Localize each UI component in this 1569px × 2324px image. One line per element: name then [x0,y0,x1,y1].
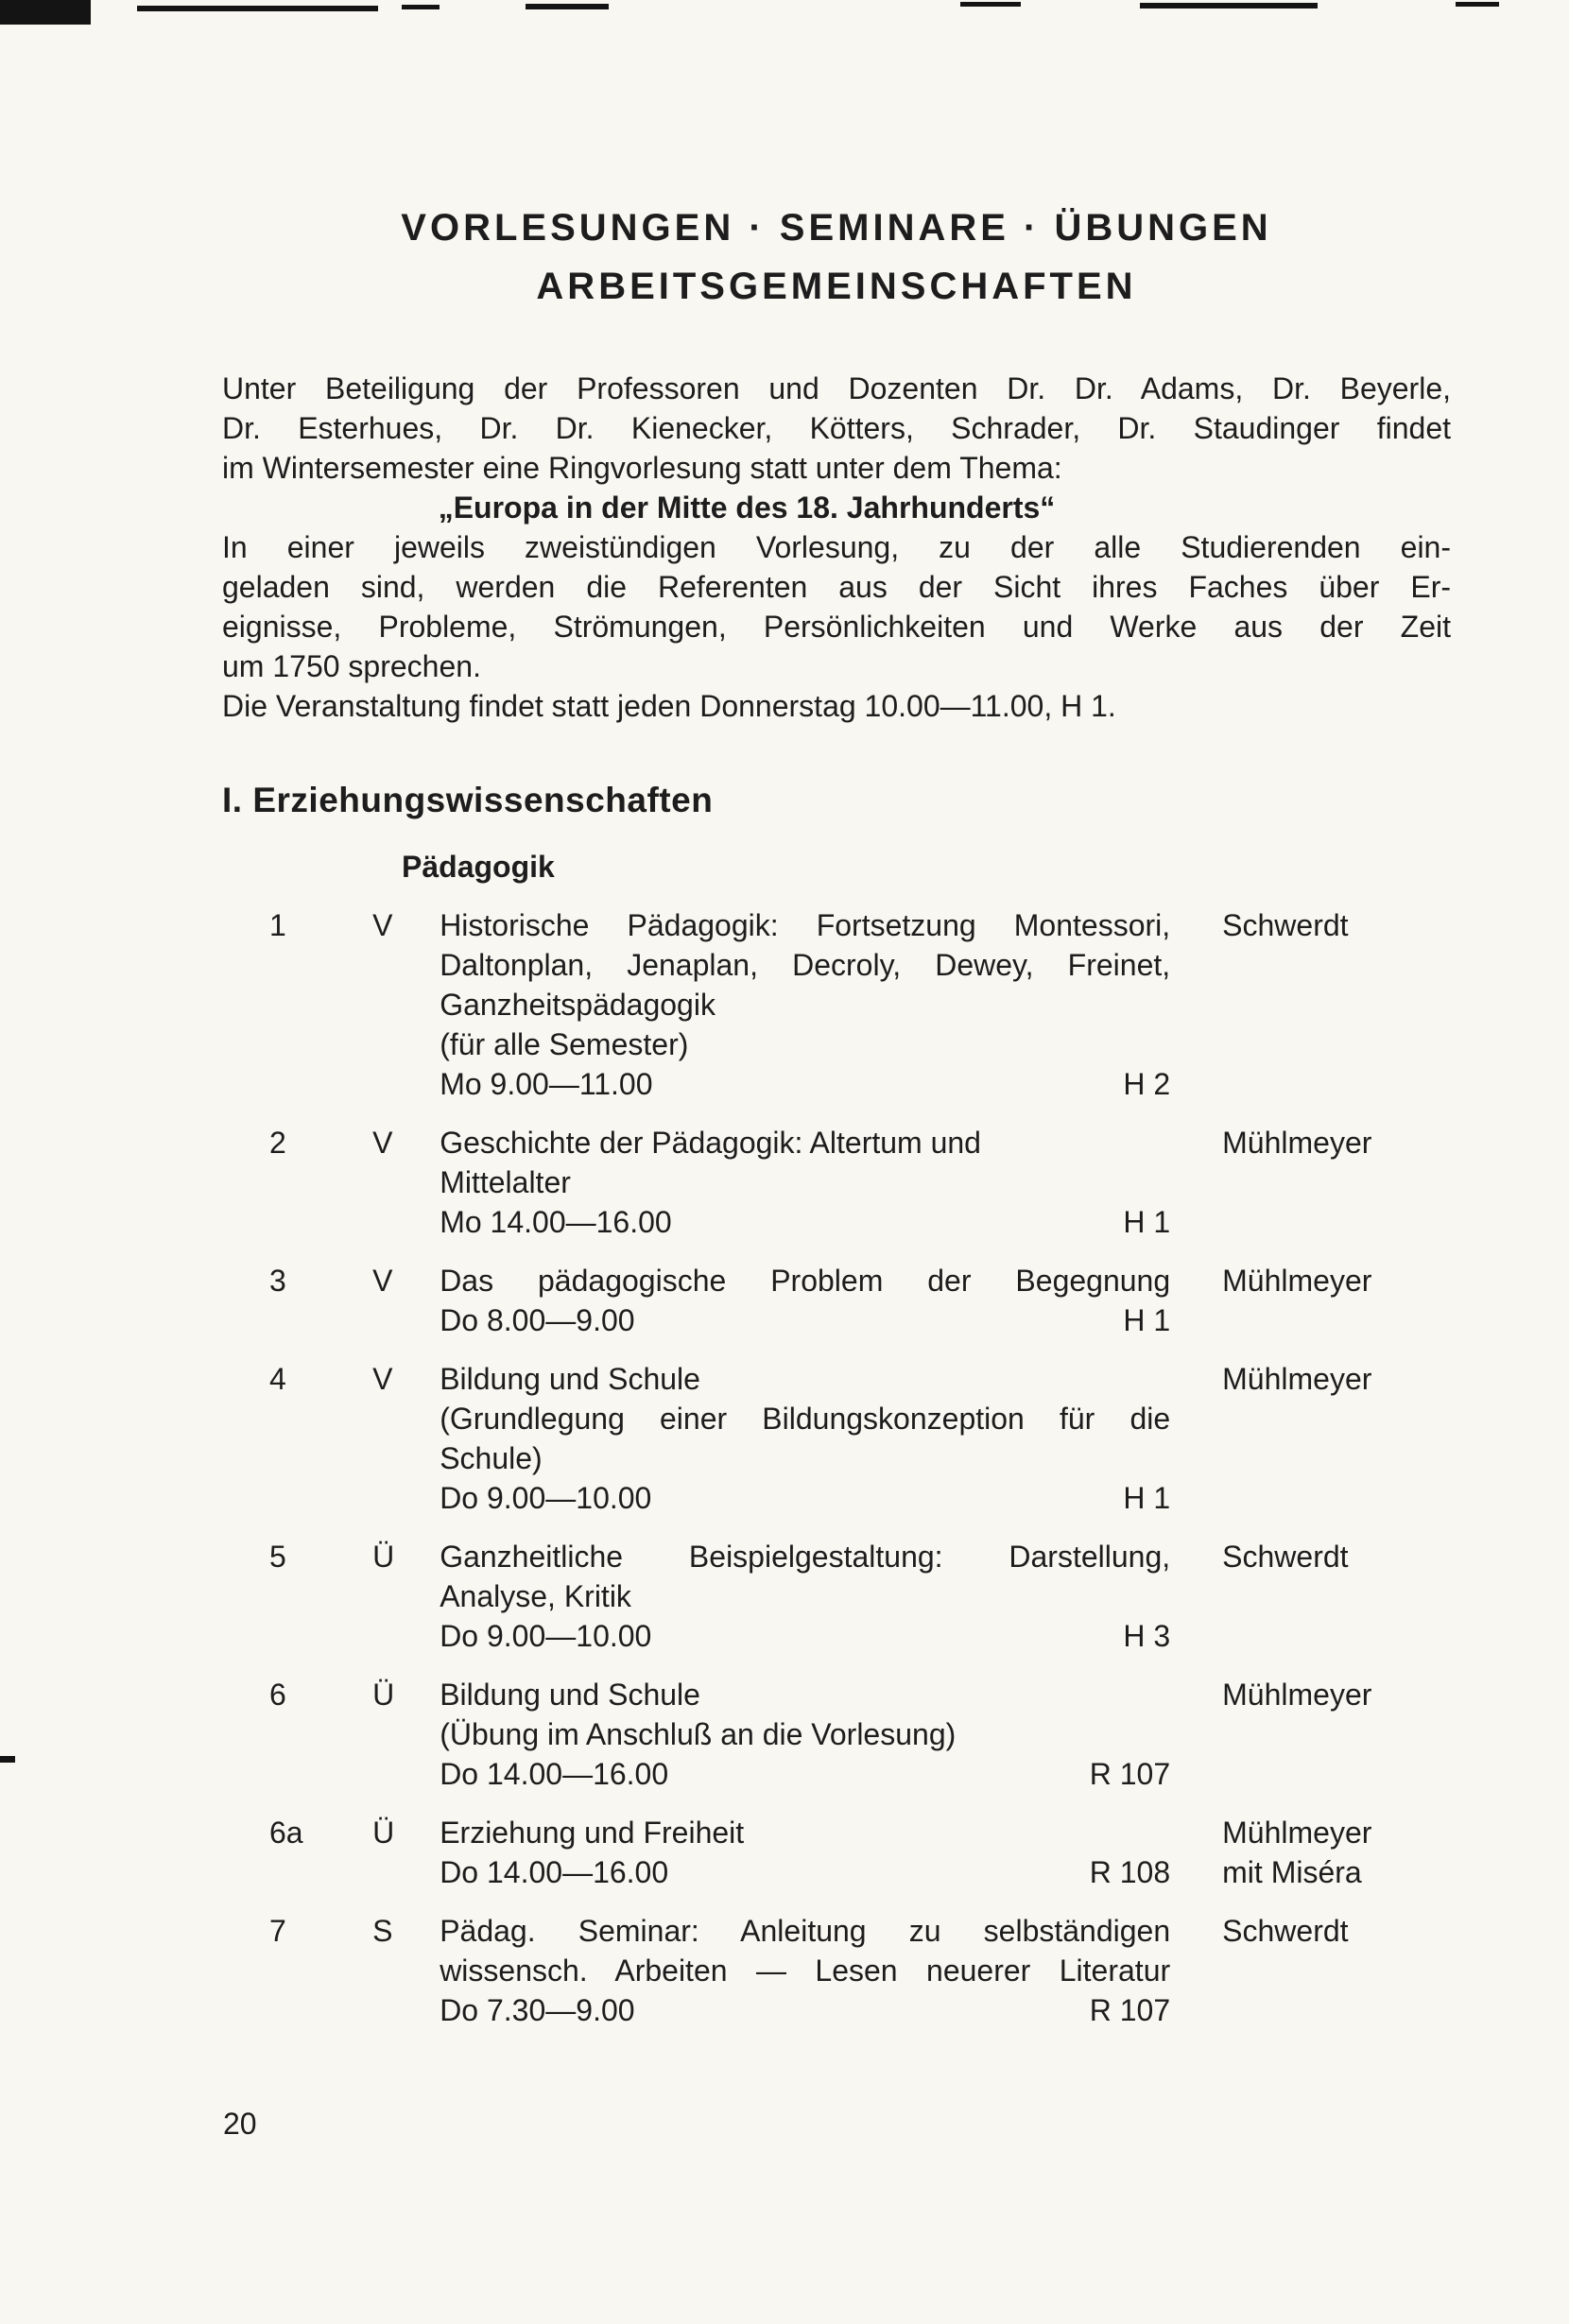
course-number: 2 [269,1126,286,1160]
section-heading: I. Erziehungswissenschaften [222,781,714,819]
course-room: H 1 [1123,1303,1171,1337]
course-type: S [372,1914,393,1948]
scan-artifact [1456,2,1499,7]
instructor-line: Mühlmeyer [1222,1362,1372,1396]
title-line-2: ARBEITSGEMEINSCHAFTEN [536,266,1137,307]
course-schedule [440,1852,1170,1892]
course-instructor [1222,1537,1451,1576]
course-number: 5 [269,1540,286,1574]
course-room: H 1 [1123,1205,1171,1239]
course-room: R 108 [1089,1855,1171,1889]
course-type: V [372,1362,393,1396]
course-title-line: Bildung und Schule [440,1678,700,1712]
course-title-line: Pädag. Seminar: Anleitung zu selbständigen [440,1914,1171,1948]
document-title [222,198,1451,316]
instructor-line: mit Miséra [1222,1855,1362,1889]
course-description [440,1675,1170,1794]
course-title-line: Schule) [440,1441,543,1475]
page-content [222,0,1451,2030]
course-type: Ü [372,1678,395,1712]
course-time: Do 8.00—9.00 [440,1303,635,1337]
course-description [440,1537,1170,1656]
instructor-line: Mühlmeyer [1222,1264,1372,1298]
course-schedule [440,1202,1170,1242]
course-description [440,1813,1170,1892]
text-line: Dr. Esterhues, Dr. Dr. Kienecker, Kötters, Schrader, Dr. Staudinger findet [222,411,1451,445]
course-description [440,1911,1170,2030]
course-time: Do 9.00—10.00 [440,1619,652,1653]
course-room: H 3 [1123,1619,1171,1653]
course-row [222,1261,1451,1340]
course-title-line: Ganzheitliche Beispielgestaltung: Darstellung, [440,1540,1171,1574]
course-type: Ü [372,1816,395,1850]
course-title-line: Erziehung und Freiheit [440,1816,745,1850]
course-row [222,1911,1451,2030]
course-description [440,905,1170,1104]
instructor-line: Schwerdt [1222,1540,1349,1574]
course-time: Mo 9.00—11.00 [440,1067,653,1101]
course-schedule [440,1300,1170,1340]
course-room: H 1 [1123,1481,1171,1515]
instructor-line: Mühlmeyer [1222,1816,1372,1850]
course-title-line: (Übung im Anschluß an die Vorlesung) [440,1717,957,1751]
course-number: 3 [269,1264,286,1298]
course-title-line: Mittelalter [440,1165,571,1199]
course-row [222,1359,1451,1518]
title-line-1: VORLESUNGEN · SEMINARE · ÜBUNGEN [401,207,1272,249]
course-title-line: Analyse, Kritik [440,1579,631,1613]
course-instructor [1222,1261,1451,1300]
course-schedule [440,1754,1170,1794]
course-room: H 2 [1123,1067,1171,1101]
course-type: V [372,1126,393,1160]
text-line: „Europa in der Mitte des 18. Jahrhunderts“ [438,491,1056,525]
text-line: Unter Beteiligung der Professoren und Dozenten Dr. Dr. Adams, Dr. Beyerle, [222,371,1451,405]
course-title-line: (Grundlegung einer Bildungskonzeption für die [440,1402,1171,1436]
course-time: Do 7.30—9.00 [440,1993,635,2027]
course-instructor [1222,1911,1451,1951]
instructor-line: Schwerdt [1222,1914,1349,1948]
text-line: In einer jeweils zweistündigen Vorlesung, zu der alle Studierenden ein- [222,530,1451,564]
course-time: Do 9.00—10.00 [440,1481,652,1515]
course-title-line: Ganzheitspädagogik [440,988,716,1022]
text-line: Die Veranstaltung findet statt jeden Donnerstag 10.00—11.00, H 1. [222,689,1116,723]
text-line: eignisse, Probleme, Strömungen, Persönlichkeiten und Werke aus der Zeit [222,610,1451,644]
course-row [222,1123,1451,1242]
course-instructor [1222,905,1451,945]
course-schedule [440,1478,1170,1518]
course-time: Mo 14.00—16.00 [440,1205,672,1239]
course-schedule [440,1064,1170,1104]
course-number: 6a [269,1816,303,1850]
course-schedule [440,1990,1170,2030]
scan-artifact [0,0,91,25]
intro-paragraphs [222,369,1451,726]
course-number: 1 [269,908,286,942]
course-list [222,905,1451,2030]
text-line: geladen sind, werden die Referenten aus der Sicht ihres Faches über Er- [222,570,1451,604]
course-row [222,1813,1451,1892]
course-row [222,1675,1451,1794]
course-description [440,1261,1170,1340]
instructor-line: Mühlmeyer [1222,1126,1372,1160]
course-title-line: Bildung und Schule [440,1362,700,1396]
course-title-line: Historische Pädagogik: Fortsetzung Montessori, [440,908,1171,942]
course-number: 6 [269,1678,286,1712]
course-title-line: Daltonplan, Jenaplan, Decroly, Dewey, Freinet, [440,948,1171,982]
course-instructor [1222,1813,1451,1892]
instructor-line: Schwerdt [1222,908,1349,942]
course-time: Do 14.00—16.00 [440,1855,669,1889]
course-description [440,1123,1170,1242]
page-number: 20 [223,2107,257,2141]
course-title-line: wissensch. Arbeiten — Lesen neuerer Literatur [440,1954,1171,1988]
text-line: um 1750 sprechen. [222,649,481,683]
subsection-heading: Pädagogik [402,850,555,884]
course-number: 7 [269,1914,286,1948]
course-time: Do 14.00—16.00 [440,1757,669,1791]
course-type: V [372,1264,393,1298]
course-title-line: (für alle Semester) [440,1027,689,1061]
course-row [222,905,1451,1104]
course-number: 4 [269,1362,286,1396]
text-line: im Wintersemester eine Ringvorlesung statt unter dem Thema: [222,451,1062,485]
scan-artifact [0,1756,15,1763]
course-instructor [1222,1123,1451,1162]
course-room: R 107 [1089,1757,1171,1791]
course-type: V [372,908,393,942]
course-instructor [1222,1359,1451,1399]
course-description [440,1359,1170,1518]
instructor-line: Mühlmeyer [1222,1678,1372,1712]
course-room: R 107 [1089,1993,1171,2027]
course-type: Ü [372,1540,395,1574]
course-title-line: Das pädagogische Problem der Begegnung [440,1264,1171,1298]
course-schedule [440,1616,1170,1656]
course-instructor [1222,1675,1451,1714]
course-row [222,1537,1451,1656]
course-title-line: Geschichte der Pädagogik: Altertum und [440,1126,981,1160]
